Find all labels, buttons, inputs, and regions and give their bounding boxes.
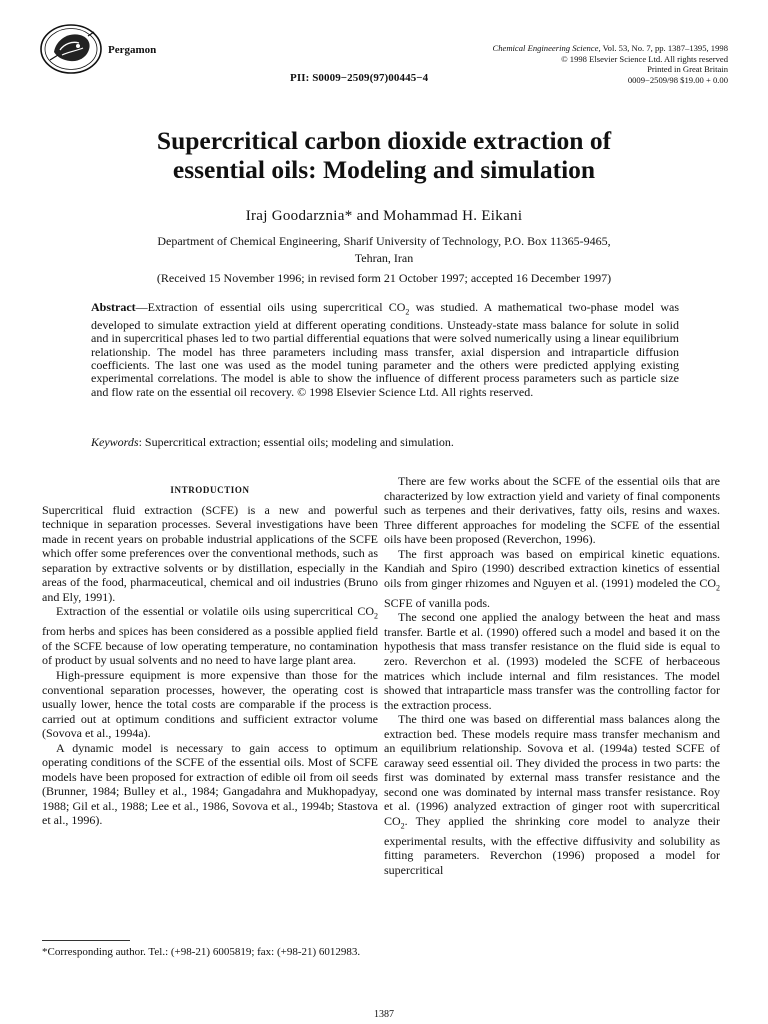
footnote: *Corresponding author. Tel.: (+98-21) 6005819; fax: (+98-21) 6012983. [42, 946, 361, 958]
text-run: from herbs and spices has been considered as a possible applied field of the SCFE because of low operating temperature, no contamination of product by usual solvents and no need to have large plant area. [42, 624, 378, 668]
section-heading-introduction: INTRODUCTION [170, 485, 250, 495]
keywords-label: Keywords [91, 435, 139, 449]
journal-citation [388, 43, 728, 85]
paragraph [42, 604, 378, 668]
paragraph: Supercritical fluid extraction (SCFE) is a new and powerful technique in separation processes. Several investigations have been made in recent years on probable industrial applications of the SCFE which offer some preferences over the conventional methods, such as separation by extractive solvents or by distillation, especially in the areas of the food, pharmaceutical, chemical and oil industries (Bruno and Ely, 1991). [42, 502, 378, 604]
paragraph: There are few works about the SCFE of the essential oils that are characterized by low extraction yield and variety of final components such as terpenes and their derivatives, fatty oils, resins and waxes. Three different approaches for modeling the SCFE of the essential oils have been proposed (Reverchon, 1996). [384, 474, 720, 547]
footnote-divider [42, 940, 130, 941]
received-dates: (Received 15 November 1996; in revised form 21 October 1997; accepted 16 December 1997) [156, 271, 612, 285]
paragraph: High-pressure equipment is more expensive than those for the conventional separation processes, however, the operating cost is usually lower, hence the total costs are comparable if the process is carried out at optimum conditions and sufficient extractor volume (Sovova et al., 1994a). [42, 667, 378, 741]
paragraph [384, 712, 720, 877]
affiliation-line-1: Department of Chemical Engineering, Sharif University of Technology, P.O. Box 11365-9465, [157, 234, 611, 248]
subscript: 2 [374, 611, 378, 621]
paragraph [384, 547, 720, 611]
journal-price: 0009−2509/98 $19.00 + 0.00 [627, 74, 728, 85]
journal-name: Chemical Engineering Science, [492, 43, 601, 53]
paper-title [40, 126, 728, 184]
affiliation [40, 233, 728, 267]
affiliation-line-2: Tehran, Iran [354, 251, 414, 265]
text-run: SCFE of vanilla pods. [384, 595, 491, 610]
text-run: The third one was based on differential mass balances along the extraction bed. These models require mass transfer mechanism and an equilibrium relationship. Sovova et al. (1994a) tested SCFE of caraway seed essential oil. They divided the process in two parts: the first was dominated by external mass transfer resistance and the second one was dominated by internal mass transfer resistance. Roy et al. (1996) analyzed extraction of ginger root with supercritical CO [384, 712, 720, 828]
publisher-name: Pergamon [108, 44, 157, 56]
keywords-text: : Supercritical extraction; essential oils; modeling and simulation. [138, 435, 454, 449]
journal-printed: Printed in Great Britain [647, 64, 728, 74]
authors: Iraj Goodarznia* and Mohammad H. Eikani [245, 208, 523, 224]
title-line-2: essential oils: Modeling and simulation [172, 155, 596, 184]
text-run: . They applied the shrinking core model to analyze their experimental results, with the effective diffusivity and solubility as fitting parameters. Reverchon (1996) proposed a model for supercritical [384, 813, 720, 877]
journal-line-1 [388, 43, 728, 54]
abstract-text-b: was studied. A mathematical two-phase model was developed to simulate extraction yield at different operating conditions. Unsteady-state mass balance for solute in solid and in supercritical phases led to two partial differential equations that were solved numerically using a linear equilibrium relationship. The model has three parameters including mass transfer, axial dispersion and intraparticle diffusion coefficients. The last one was used as the model tuning parameter and the others were predicted applying existing experimental correlations. The model is able to show the influence of different process parameters such as particle size and flow rate on the essential oil recovery. © 1998 Elsevier Science Ltd. All rights reserved. [91, 300, 679, 399]
subscript: 2 [400, 821, 405, 831]
left-column [42, 474, 378, 828]
title-line-1: Supercritical carbon dioxide extraction of [156, 126, 612, 155]
right-column [384, 474, 720, 878]
abstract-text-a: —Extraction of essential oils using supercritical CO [135, 300, 406, 314]
text-run: Extraction of the essential or volatile oils using supercritical CO [56, 604, 374, 619]
pergamon-logo [38, 22, 104, 76]
keywords [91, 435, 679, 450]
paragraph: The second one applied the analogy between the heat and mass transfer. Bartle et al. (1990) offered such a model and based it on the hypothesis that mass transfer resistance on the fluid side is equal to zero. Reverchon et al. (1993) modeled the SCFE of herbaceous matrices which include internal and film resistances. The model showed that intraparticle mass transfer was the controlling factor for the extraction process. [384, 610, 720, 712]
abstract [91, 301, 679, 399]
paragraph: A dynamic model is necessary to gain access to optimum operating conditions of the SCFE of the essential oils. Most of SCFE models have been proposed for extraction of edible oil from oil seeds (Brunner, 1984; Bulley et al., 1984; Gangadahra and Mukhopadyay, 1988; Gil et al., 1988; Lee et al., 1986, Sovova et al., 1994b; Stastova et al., 1996). [42, 740, 378, 828]
text-run: The first approach was based on empirical kinetic equations. Kandiah and Spiro (1990) described extraction kinetics of essential oils from ginger rhizomes and Nguyen et al. (1991) modeled the CO [384, 546, 720, 590]
abstract-label: Abstract [91, 300, 136, 314]
journal-volume: Vol. 53, No. 7, pp. 1387–1395, 1998 [600, 43, 728, 53]
pii-identifier: PII: S0009−2509(97)00445−4 [290, 72, 429, 84]
page-number: 1387 [374, 1009, 394, 1020]
journal-copyright: © 1998 Elsevier Science Ltd. All rights reserved [561, 53, 728, 64]
subscript: 2 [716, 583, 720, 593]
abstract-subscript: 2 [405, 307, 410, 317]
